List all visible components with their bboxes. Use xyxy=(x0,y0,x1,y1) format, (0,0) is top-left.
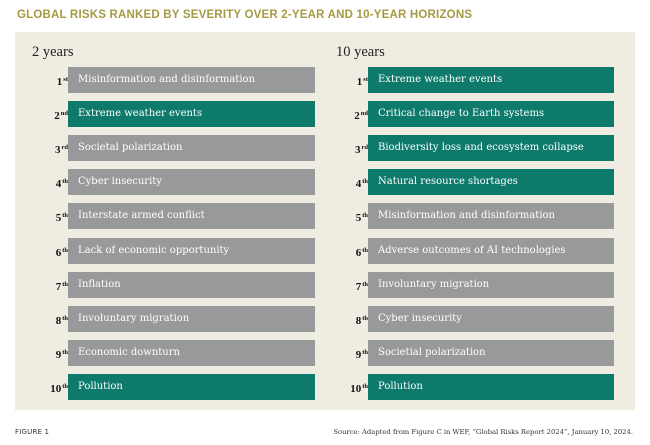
rank-number xyxy=(336,340,368,370)
risk-label: Economic downturn xyxy=(68,340,315,366)
rank-suffix: th xyxy=(362,246,368,254)
risk-label: Lack of economic opportunity xyxy=(68,238,315,264)
risk-label: Extreme weather events xyxy=(68,101,315,127)
figure-label: FIGURE 1 xyxy=(15,428,50,436)
rank-digit: 2 xyxy=(54,110,60,123)
risk-label: Involuntary migration xyxy=(68,306,315,332)
rank-digit: 9 xyxy=(355,348,362,361)
rank-suffix: nd xyxy=(360,110,368,118)
risk-label: Adverse outcomes of AI technologies xyxy=(368,238,614,264)
rank-digit: 7 xyxy=(55,280,62,293)
rank-number xyxy=(336,238,368,268)
rank-suffix: th xyxy=(62,348,68,356)
rank-suffix: th xyxy=(362,348,368,356)
rank-suffix: th xyxy=(362,314,368,322)
rank-suffix: nd xyxy=(60,110,68,118)
rank-digit: 1 xyxy=(356,76,363,88)
rank-number xyxy=(32,101,68,131)
rank-number xyxy=(336,169,368,199)
rank-suffix: th xyxy=(62,280,68,288)
rank-digit: 2 xyxy=(354,110,360,123)
rank-digit: 3 xyxy=(355,144,361,157)
rank-digit: 4 xyxy=(355,178,362,191)
risk-label: Involuntary migration xyxy=(368,272,614,298)
rank-digit: 6 xyxy=(355,246,362,259)
rank-digit: 10 xyxy=(50,382,62,395)
two-year-heading: 2 years xyxy=(32,44,74,60)
rank-digit: 5 xyxy=(55,212,62,225)
rank-suffix: st xyxy=(63,76,68,83)
risk-label: Extreme weather events xyxy=(368,67,614,93)
risk-label: Critical change to Earth systems xyxy=(368,101,614,127)
rank-number xyxy=(336,67,368,97)
rank-number xyxy=(32,374,68,404)
risk-label: Misinformation and disinformation xyxy=(68,67,315,93)
rank-number xyxy=(336,135,368,165)
rank-suffix: th xyxy=(62,212,68,220)
rank-number xyxy=(336,101,368,131)
rank-suffix: th xyxy=(62,178,68,186)
rank-number xyxy=(32,135,68,165)
rank-number xyxy=(32,67,68,97)
rank-number xyxy=(336,306,368,336)
rank-suffix: th xyxy=(362,212,368,220)
risk-label: Cyber insecurity xyxy=(68,169,315,195)
rank-suffix: th xyxy=(62,314,68,322)
rank-number xyxy=(336,203,368,233)
rank-digit: 8 xyxy=(55,314,62,327)
rank-suffix: rd xyxy=(61,144,68,152)
rank-digit: 10 xyxy=(350,382,362,395)
risk-label: Misinformation and disinformation xyxy=(368,203,614,229)
risk-label: Pollution xyxy=(368,374,614,400)
risk-label: Cyber insecurity xyxy=(368,306,614,332)
rank-digit: 3 xyxy=(55,144,61,157)
risk-label: Pollution xyxy=(68,374,315,400)
rank-digit: 7 xyxy=(355,280,362,293)
rank-digit: 9 xyxy=(55,348,62,361)
rank-suffix: st xyxy=(363,76,368,83)
risk-label: Societal polarization xyxy=(68,135,315,161)
rank-suffix: rd xyxy=(361,144,368,152)
rank-suffix: th xyxy=(62,382,68,390)
rank-number xyxy=(32,340,68,370)
risk-label: Natural resource shortages xyxy=(368,169,614,195)
rank-number xyxy=(336,272,368,302)
rank-number xyxy=(32,203,68,233)
rank-digit: 6 xyxy=(55,246,62,259)
risk-label: Interstate armed conflict xyxy=(68,203,315,229)
rank-number xyxy=(32,169,68,199)
risk-label: Societial polarization xyxy=(368,340,614,366)
figure-title: GLOBAL RISKS RANKED BY SEVERITY OVER 2-YEAR AND 10-YEAR HORIZONS xyxy=(17,9,473,21)
rank-number xyxy=(336,374,368,404)
source-note: Source: Adapted from Figure C in WEF, “Global Risks Report 2024”, January 10, 2024. xyxy=(333,428,633,436)
rank-digit: 5 xyxy=(355,212,362,225)
rank-digit: 1 xyxy=(56,76,63,88)
rank-number xyxy=(32,272,68,302)
ten-year-heading: 10 years xyxy=(336,44,385,60)
rank-digit: 8 xyxy=(355,314,362,327)
rank-suffix: th xyxy=(362,280,368,288)
rankings-panel xyxy=(15,32,635,410)
rank-digit: 4 xyxy=(55,178,62,191)
rank-number xyxy=(32,238,68,268)
rank-suffix: th xyxy=(62,246,68,254)
rank-number xyxy=(32,306,68,336)
rank-suffix: th xyxy=(362,178,368,186)
risk-label: Inflation xyxy=(68,272,315,298)
risk-label: Biodiversity loss and ecosystem collapse xyxy=(368,135,614,161)
rank-suffix: th xyxy=(362,382,368,390)
